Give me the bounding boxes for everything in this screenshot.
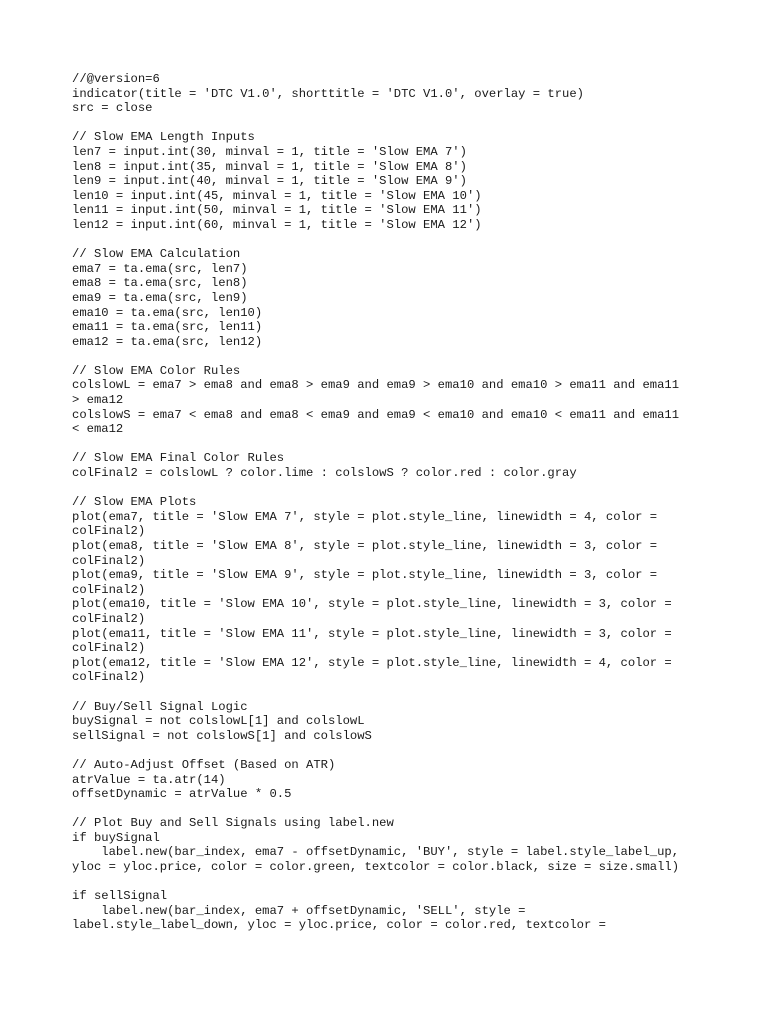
code-line: yloc = yloc.price, color = color.green, textcolor = color.black, size = size.small) xyxy=(72,860,680,875)
code-line: // Slow EMA Color Rules xyxy=(72,363,241,378)
code-line: colFinal2 = colslowL ? color.lime : colslowS ? color.red : color.gray xyxy=(72,466,577,481)
code-line: plot(ema10, title = 'Slow EMA 10', style = plot.style_line, linewidth = 3, color = xyxy=(72,597,672,612)
code-line: // Plot Buy and Sell Signals using label.new xyxy=(72,816,394,831)
code-listing xyxy=(72,72,712,933)
code-line: len12 = input.int(60, minval = 1, title = 'Slow EMA 12') xyxy=(72,217,482,232)
code-line: ema9 = ta.ema(src, len9) xyxy=(72,290,248,305)
code-line: label.style_label_down, yloc = yloc.price, color = color.red, textcolor = xyxy=(72,918,606,933)
code-line: colFinal2) xyxy=(72,524,146,539)
code-line: ema12 = ta.ema(src, len12) xyxy=(72,334,263,349)
code-line: colFinal2) xyxy=(72,582,146,597)
code-line: label.new(bar_index, ema7 - offsetDynamic, 'BUY', style = label.style_label_up, xyxy=(72,845,680,860)
code-line: label.new(bar_index, ema7 + offsetDynamic, 'SELL', style = xyxy=(72,903,526,918)
code-line: offsetDynamic = atrValue * 0.5 xyxy=(72,787,292,802)
code-line: plot(ema11, title = 'Slow EMA 11', style = plot.style_line, linewidth = 3, color = xyxy=(72,626,672,641)
code-line: plot(ema7, title = 'Slow EMA 7', style = plot.style_line, linewidth = 4, color = xyxy=(72,509,658,524)
code-line: sellSignal = not colslowS[1] and colslowS xyxy=(72,728,372,743)
code-line xyxy=(72,481,712,496)
code-line xyxy=(72,349,712,364)
code-line: colFinal2) xyxy=(72,553,146,568)
code-line: //@version=6 xyxy=(72,72,160,86)
code-line: // Auto-Adjust Offset (Based on ATR) xyxy=(72,757,336,772)
code-line: < ema12 xyxy=(72,422,124,437)
code-line: indicator(title = 'DTC V1.0', shorttitle = 'DTC V1.0', overlay = true) xyxy=(72,86,584,101)
code-line: len7 = input.int(30, minval = 1, title = 'Slow EMA 7') xyxy=(72,144,467,159)
code-line: len9 = input.int(40, minval = 1, title = 'Slow EMA 9') xyxy=(72,174,467,189)
code-line xyxy=(72,875,712,890)
code-line xyxy=(72,685,712,700)
code-line: // Buy/Sell Signal Logic xyxy=(72,699,248,714)
code-line: ema10 = ta.ema(src, len10) xyxy=(72,305,263,320)
code-line: colslowS = ema7 < ema8 and ema8 < ema9 and ema9 < ema10 and ema10 < ema11 and ema11 xyxy=(72,407,680,422)
code-line: plot(ema12, title = 'Slow EMA 12', style = plot.style_line, linewidth = 4, color = xyxy=(72,655,672,670)
code-line: len8 = input.int(35, minval = 1, title = 'Slow EMA 8') xyxy=(72,159,467,174)
code-line: buySignal = not colslowL[1] and colslowL xyxy=(72,714,365,729)
code-line: if buySignal xyxy=(72,830,160,845)
code-line: ema11 = ta.ema(src, len11) xyxy=(72,320,263,335)
code-line: colFinal2) xyxy=(72,641,146,656)
code-line: len10 = input.int(45, minval = 1, title = 'Slow EMA 10') xyxy=(72,188,482,203)
code-line: ema7 = ta.ema(src, len7) xyxy=(72,261,248,276)
code-line: colslowL = ema7 > ema8 and ema8 > ema9 and ema9 > ema10 and ema10 > ema11 and ema11 xyxy=(72,378,680,393)
code-line: // Slow EMA Plots xyxy=(72,495,197,510)
code-line: src = close xyxy=(72,101,153,116)
code-line xyxy=(72,802,712,817)
code-line: // Slow EMA Final Color Rules xyxy=(72,451,285,466)
code-line: ema8 = ta.ema(src, len8) xyxy=(72,276,248,291)
code-line: > ema12 xyxy=(72,393,124,408)
code-line: colFinal2) xyxy=(72,611,146,626)
code-line: atrValue = ta.atr(14) xyxy=(72,772,226,787)
code-line xyxy=(72,116,712,131)
code-line: plot(ema8, title = 'Slow EMA 8', style = plot.style_line, linewidth = 3, color = xyxy=(72,539,658,553)
code-line: colFinal2) xyxy=(72,670,146,685)
code-line: len11 = input.int(50, minval = 1, title = 'Slow EMA 11') xyxy=(72,203,482,218)
code-line: // Slow EMA Calculation xyxy=(72,247,241,262)
code-line xyxy=(72,743,712,758)
code-line: if sellSignal xyxy=(72,889,168,904)
code-line: // Slow EMA Length Inputs xyxy=(72,130,255,145)
code-line xyxy=(72,233,712,248)
code-line xyxy=(72,437,712,452)
code-line: plot(ema9, title = 'Slow EMA 9', style = plot.style_line, linewidth = 3, color = xyxy=(72,568,658,583)
